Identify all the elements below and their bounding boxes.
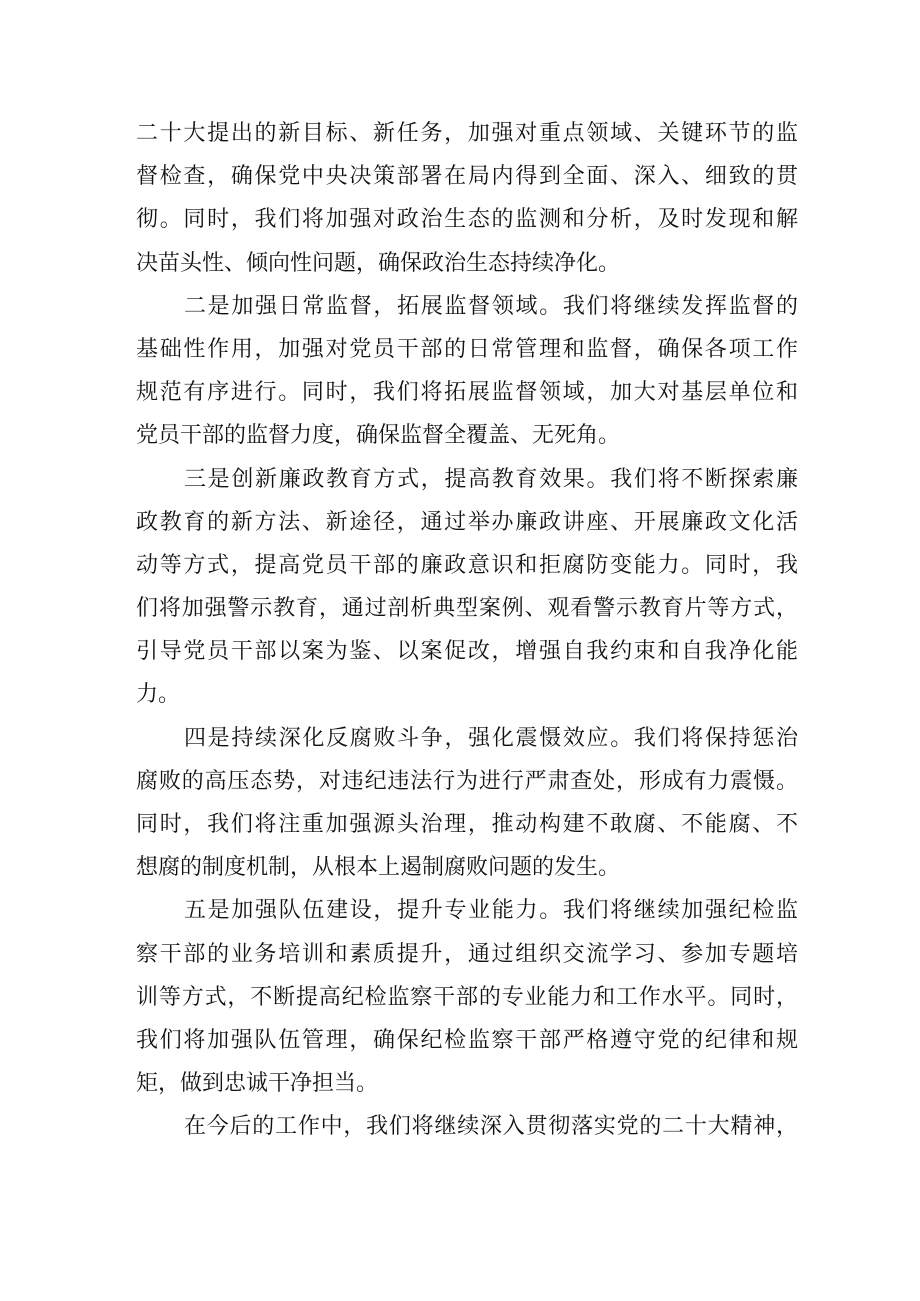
text-line: 三是创新廉政教育方式，提高教育效果。我们将不断探索廉 <box>184 466 798 492</box>
text-line: 党员干部的监督力度，确保监督全覆盖、无死角。 <box>136 423 621 449</box>
paragraph-conclusion <box>136 1105 798 1148</box>
paragraph-intro-continued <box>136 112 798 285</box>
document-page <box>136 112 798 1149</box>
text-line: 同时，我们将注重加强源头治理，推动构建不敢腐、不能腐、不 <box>136 812 798 837</box>
text-line: 力。 <box>136 682 181 708</box>
text-line: 彻。同时，我们将加强对政治生态的监测和分析，及时发现和解 <box>136 207 798 233</box>
text-line: 我们将加强队伍管理，确保纪检监察干部严格遵守党的纪律和规 <box>136 1027 798 1053</box>
text-line: 矩，做到忠诚干净担当。 <box>136 1071 379 1097</box>
text-line: 规范有序进行。同时，我们将拓展监督领域，加大对基层单位和 <box>136 380 798 406</box>
paragraph-point-five <box>136 889 798 1105</box>
text-line: 基础性作用，加强对党员干部的日常管理和监督，确保各项工作 <box>136 336 798 362</box>
text-line: 们将加强警示教育，通过剖析典型案例、观看警示教育片等方式， <box>136 596 798 622</box>
text-line: 腐败的高压态势，对违纪违法行为进行严肃查处，形成有力震慑。 <box>136 768 798 794</box>
text-line: 引导党员干部以案为鉴、以案促改，增强自我约束和自我净化能 <box>136 639 798 665</box>
text-line: 在今后的工作中，我们将继续深入贯彻落实党的二十大精神， <box>184 1114 798 1140</box>
text-line: 训等方式，不断提高纪检监察干部的专业能力和工作水平。同时， <box>136 984 798 1010</box>
text-line: 二是加强日常监督，拓展监督领域。我们将继续发挥监督的 <box>184 293 798 319</box>
text-line: 决苗头性、倾向性问题，确保政治生态持续净化。 <box>136 250 621 276</box>
paragraph-point-two <box>136 285 798 458</box>
text-line: 想腐的制度机制，从根本上遏制腐败问题的发生。 <box>136 855 621 881</box>
text-line: 政教育的新方法、新途径，通过举办廉政讲座、开展廉政文化活 <box>136 509 798 535</box>
paragraph-point-four <box>136 717 798 890</box>
text-line: 二十大提出的新目标、新任务，加强对重点领域、关键环节的监 <box>136 121 798 146</box>
text-line: 五是加强队伍建设，提升专业能力。我们将继续加强纪检监 <box>184 898 798 924</box>
paragraph-point-three <box>136 458 798 717</box>
text-line: 四是持续深化反腐败斗争，强化震慑效应。我们将保持惩治 <box>184 725 798 751</box>
text-line: 督检查，确保党中央决策部署在局内得到全面、深入、细致的贯 <box>136 164 798 190</box>
text-line: 察干部的业务培训和素质提升，通过组织交流学习、参加专题培 <box>136 941 798 967</box>
text-line: 动等方式，提高党员干部的廉政意识和拒腐防变能力。同时，我 <box>136 552 798 578</box>
